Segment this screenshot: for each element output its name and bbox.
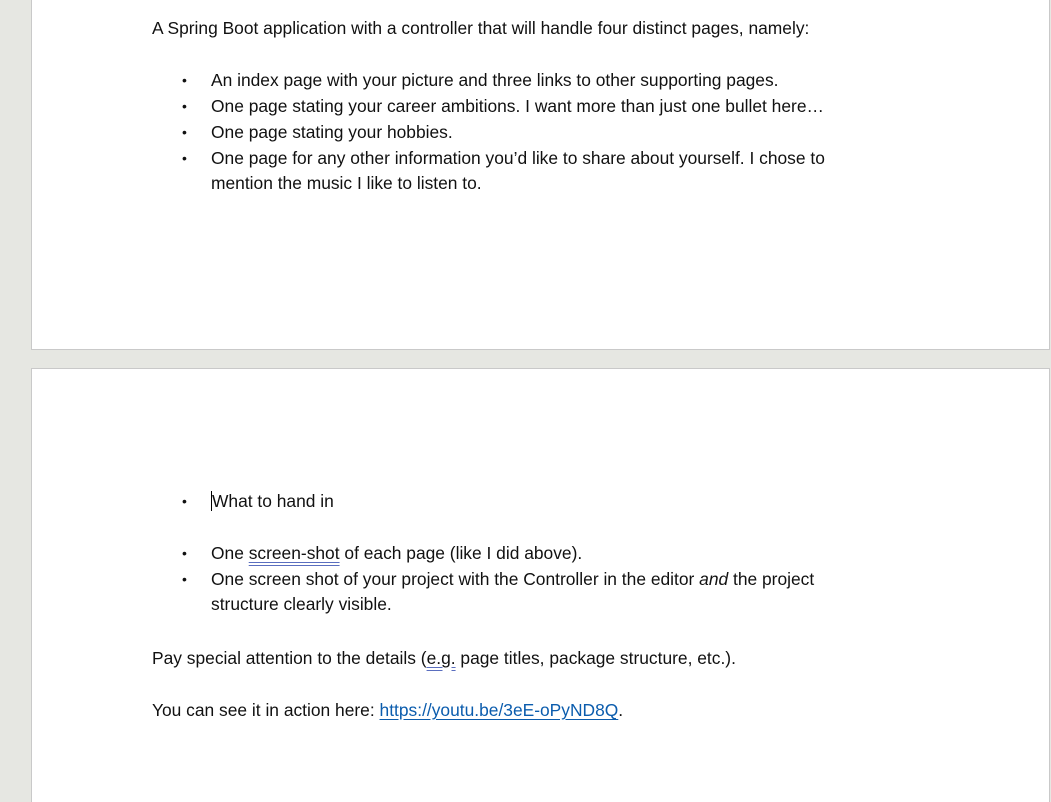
grammar-flagged-word[interactable]: screen-shot: [248, 543, 340, 563]
list-item-text: One page for any other information you’d like to share about yourself. I chose to mention the music I like to listen to.: [211, 147, 825, 193]
action-paragraph[interactable]: [152, 697, 623, 723]
details-text: page titles, package structure, etc.).: [455, 648, 736, 668]
intro-paragraph[interactable]: A Spring Boot application with a controller that will handle four distinct pages, namely:: [152, 18, 810, 38]
hand-in-text: One screen shot of your project with the Controller in the editor: [211, 568, 700, 589]
list-item[interactable]: [177, 567, 871, 618]
hand-in-text: One: [211, 543, 249, 563]
hand-in-heading-list: [177, 489, 334, 515]
list-item[interactable]: [177, 94, 871, 120]
list-item[interactable]: [177, 68, 871, 94]
youtube-link[interactable]: https://youtu.be/3eE-oPyND8Q: [379, 700, 619, 720]
list-item[interactable]: [177, 120, 871, 146]
action-text: .: [618, 700, 624, 720]
requirements-list: [177, 68, 871, 197]
list-item-text: An index page with your picture and three links to other supporting pages.: [211, 70, 779, 90]
bullet-icon: •: [182, 97, 187, 114]
list-item-text: One page stating your hobbies.: [211, 122, 453, 142]
list-item[interactable]: [177, 489, 334, 515]
emphasis-text: and: [699, 568, 729, 589]
hand-in-text: the project structure clearly visible.: [211, 568, 815, 614]
bullet-icon: •: [182, 149, 187, 166]
bullet-icon: •: [182, 124, 187, 140]
page-1: [31, 0, 1050, 350]
action-text: You can see it in action here:: [152, 700, 380, 720]
bullet-icon: •: [182, 72, 187, 88]
hand-in-text: of each page (like I did above).: [339, 543, 583, 563]
page-2: [31, 368, 1050, 802]
list-item-text: One page stating your career ambitions. I want more than just one bullet here…: [211, 95, 824, 116]
hand-in-heading: What to hand in: [212, 491, 334, 511]
hand-in-list: [177, 541, 871, 618]
details-text: Pay special attention to the details (: [152, 648, 427, 668]
list-item[interactable]: [177, 146, 871, 197]
bullet-icon: •: [182, 493, 187, 509]
bullet-icon: •: [182, 545, 187, 561]
grammar-flagged-word[interactable]: e.g.: [426, 648, 456, 668]
bullet-icon: •: [182, 570, 187, 587]
details-paragraph[interactable]: [152, 645, 736, 671]
list-item[interactable]: [177, 541, 871, 567]
